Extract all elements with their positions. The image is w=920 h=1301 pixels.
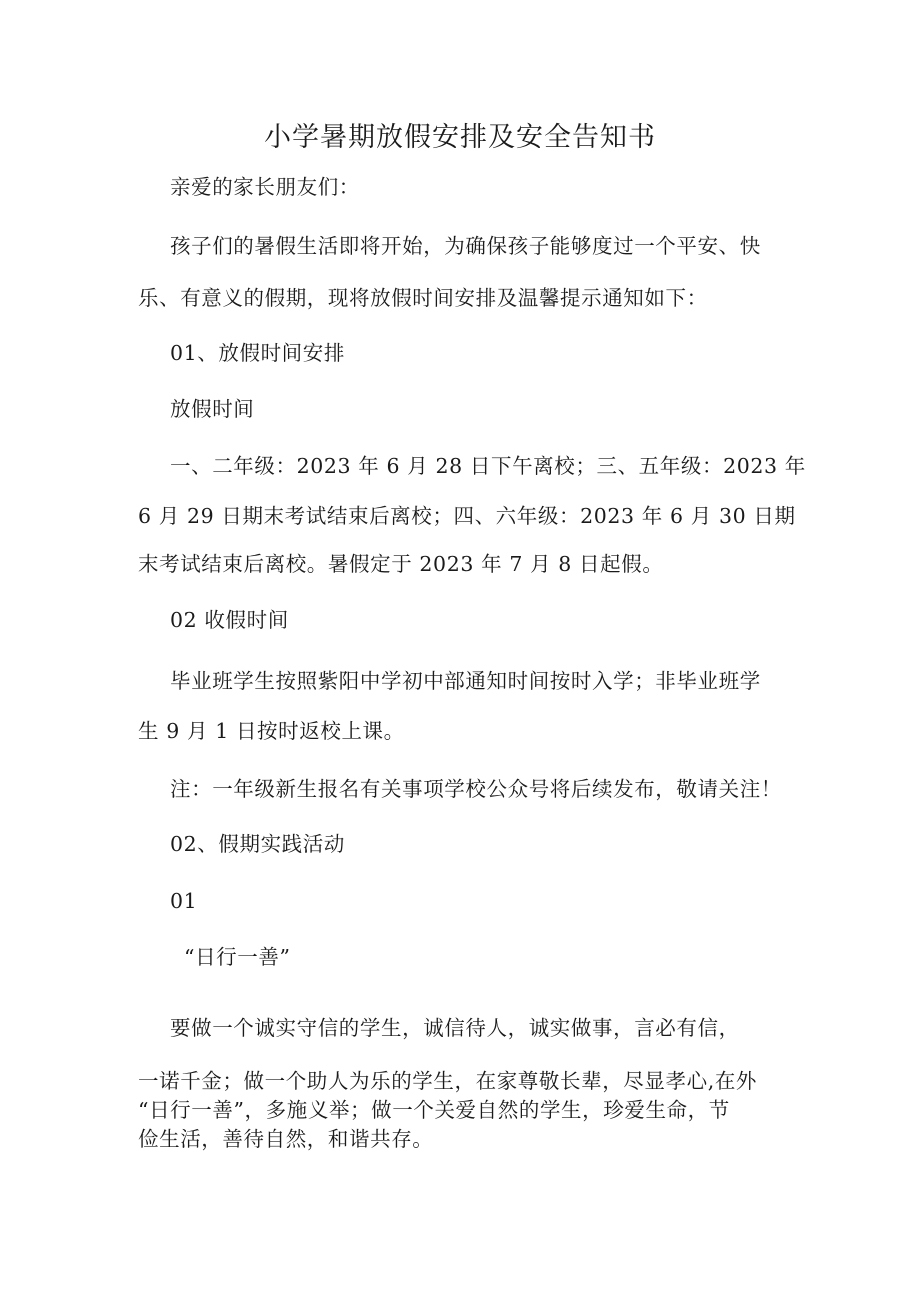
intro-line-2: 乐、有意义的假期，现将放假时间安排及温馨提示通知如下：	[138, 286, 708, 310]
greeting: 亲爱的家长朋友们：	[170, 175, 360, 199]
section1-heading: 01、放假时间安排	[170, 341, 345, 365]
item-title: “日行一善”	[184, 945, 291, 969]
return-heading: 02 收假时间	[170, 608, 289, 632]
section1-subheading: 放假时间	[170, 397, 255, 421]
paragraph-line-1: 要做一个诚实守信的学生，诚信待人，诚实做事，言必有信，	[170, 1016, 740, 1040]
intro-line-1: 孩子们的暑假生活即将开始，为确保孩子能够度过一个平安、快	[170, 234, 761, 258]
section2-heading: 02、假期实践活动	[170, 832, 345, 856]
paragraph-line-3: “日行一善”，多施义举；做一个关爱自然的学生，珍爱生命，节	[138, 1098, 730, 1122]
return-line-1: 毕业班学生按照紫阳中学初中部通知时间按时入学；非毕业班学	[170, 669, 761, 693]
schedule-line-1: 一、二年级：2023 年 6 月 28 日下午离校；三、五年级：2023 年	[170, 454, 806, 478]
note: 注：一年级新生报名有关事项学校公众号将后续发布，敬请关注！	[170, 777, 782, 801]
document-title: 小学暑期放假安排及安全告知书	[264, 122, 656, 153]
paragraph-line-4: 俭生活，善待自然，和谐共存。	[138, 1127, 434, 1151]
schedule-line-3: 末考试结束后离校。暑假定于 2023 年 7 月 8 日起假。	[138, 552, 664, 576]
paragraph-line-2: 一诺千金；做一个助人为乐的学生，在家尊敬长辈，尽显孝心,在外	[138, 1069, 758, 1093]
schedule-line-2: 6 月 29 日期末考试结束后离校；四、六年级：2023 年 6 月 30 日期	[138, 504, 796, 528]
item-number: 01	[170, 889, 198, 913]
return-line-2: 生 9 月 1 日按时返校上课。	[138, 719, 405, 743]
